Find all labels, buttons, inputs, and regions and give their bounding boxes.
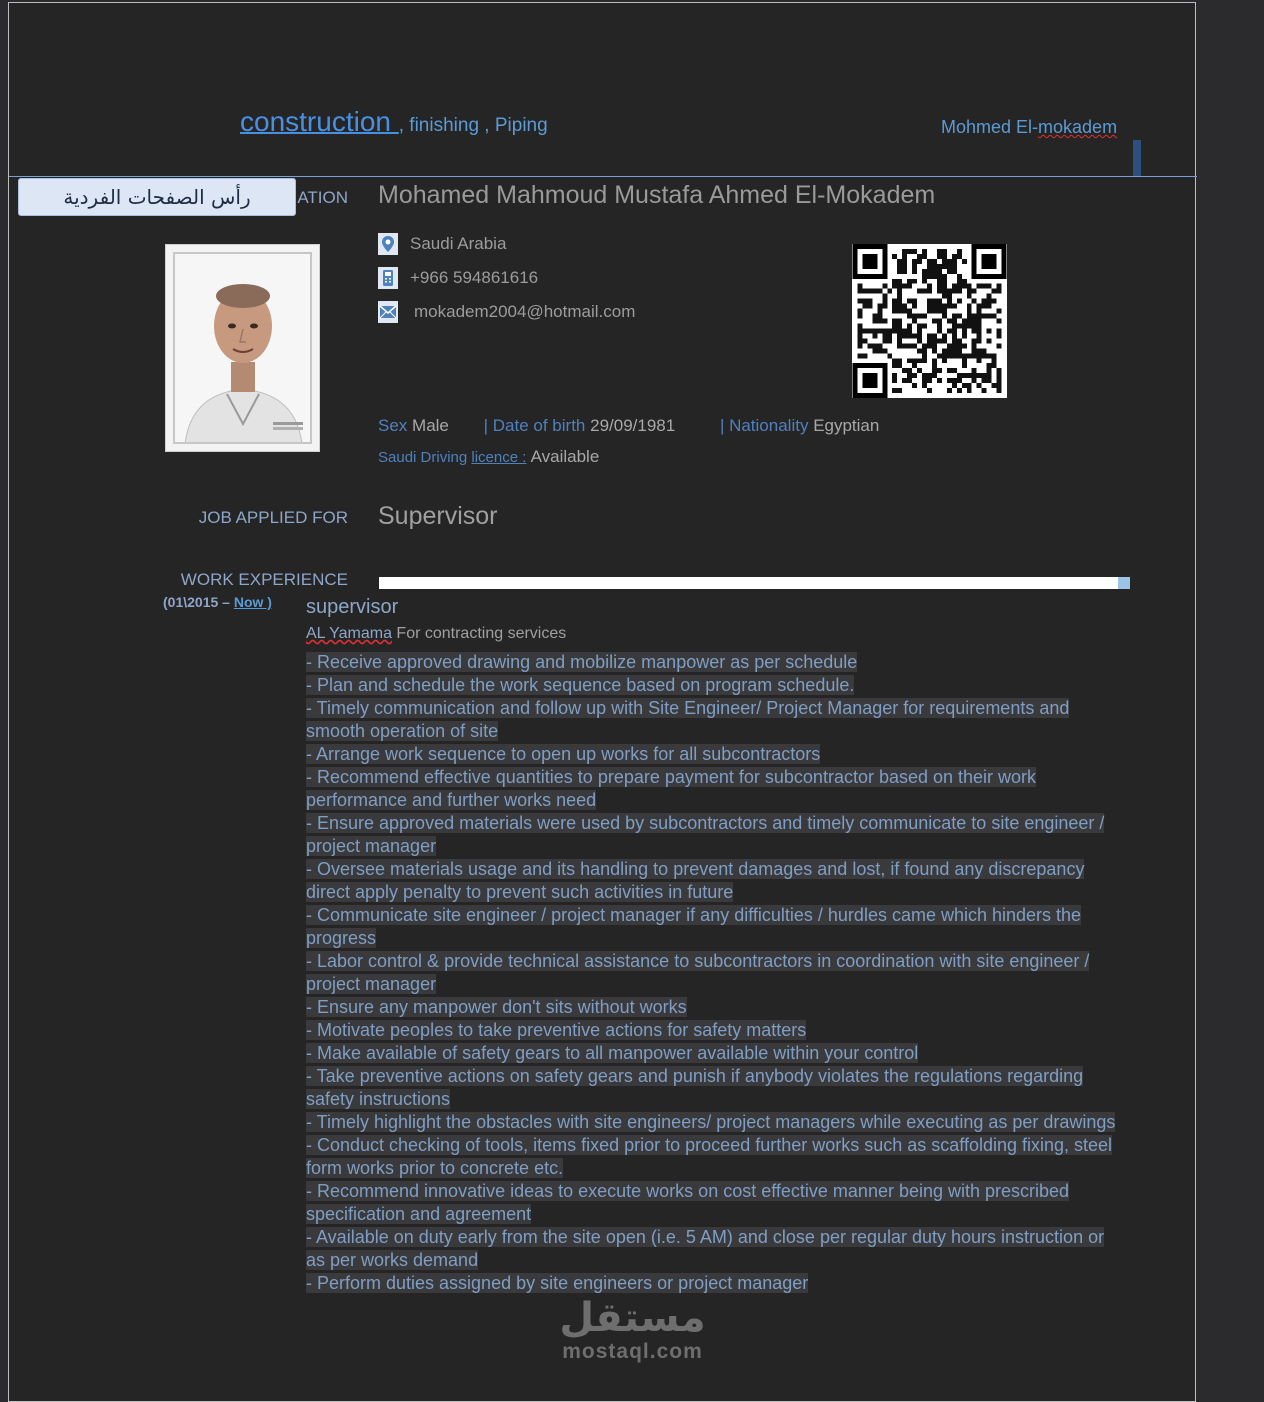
duty-item: - Oversee materials usage and its handling to prevent damages and lost, if found any discrepancy direct apply penalty to prevent such activities in future: [306, 859, 1085, 902]
header-divider: [9, 176, 1197, 177]
watermark-arabic: مستقل: [559, 1295, 706, 1341]
licence-label: Saudi Driving: [378, 449, 468, 466]
phone-icon: [378, 267, 398, 289]
watermark-domain: mostaql.com: [562, 1340, 703, 1363]
header-author: [941, 117, 1117, 138]
experience-company: [306, 625, 566, 643]
duties-list: [306, 651, 1116, 1295]
duty-item: - Ensure approved materials were used by subcontractors and timely communicate to site engineer / project manager: [306, 813, 1105, 856]
duty-item: - Motivate peoples to take preventive actions for safety matters: [306, 1020, 807, 1040]
qr-code-icon: [852, 244, 1007, 398]
duty-item: - Plan and schedule the work sequence based on program schedule.: [306, 675, 855, 695]
duty-item: - Available on duty early from the site open (i.e. 5 AM) and close per regular duty hours instruction or as per works demand: [306, 1227, 1105, 1270]
duty-item: - Ensure any manpower don't sits without works: [306, 997, 687, 1017]
profile-photo: [165, 244, 320, 452]
experience-dates: [163, 594, 272, 610]
job-applied-value: Supervisor: [378, 502, 498, 530]
licence-value: Available: [530, 447, 600, 466]
company-name: AL Yamama: [306, 625, 392, 642]
header-author-last: mokadem: [1038, 117, 1118, 137]
nationality-label: | Nationality: [719, 416, 809, 435]
date-end: Now ): [233, 594, 272, 610]
duty-item: - Labor control & provide technical assistance to subcontractors in coordination with site engineer / project manager: [306, 951, 1090, 994]
qr-code: [852, 244, 1007, 398]
header-accent-bar: [1133, 140, 1141, 176]
header-author-first: Mohmed El-: [941, 117, 1039, 137]
sex-label: Sex: [378, 416, 408, 435]
date-start: (01\2015 –: [163, 594, 234, 610]
licence-word: licence :: [471, 449, 527, 466]
duty-item: - Recommend innovative ideas to execute works on cost effective manner being with prescribed specification and agreement: [306, 1181, 1070, 1224]
duty-item: - Arrange work sequence to open up works for all subcontractors: [306, 744, 821, 764]
duty-item: - Conduct checking of tools, items fixed prior to proceed further works such as scaffolding fixing, steel form works prior to concrete etc.: [306, 1135, 1113, 1178]
dob-value: 29/09/1981: [590, 416, 676, 435]
duty-item: - Communicate site engineer / project manager if any difficulties / hurdles came which hinders the progress: [306, 905, 1082, 948]
duty-item: - Perform duties assigned by site engineers or project manager: [306, 1273, 809, 1293]
email-link[interactable]: mokadem2004@hotmail.com: [414, 302, 636, 321]
section-divider-accent: [1118, 577, 1130, 589]
header-title: [240, 106, 548, 138]
personal-info-label: ATION: [297, 188, 348, 207]
job-applied-label: JOB APPLIED FOR: [198, 508, 348, 527]
work-experience-label: WORK EXPERIENCE: [180, 570, 348, 589]
duty-item: - Timely communication and follow up with Site Engineer/ Project Manager for requirements and smooth operation of site: [306, 698, 1070, 741]
licence-row: [378, 447, 599, 467]
header-specialties: , finishing , Piping: [398, 115, 548, 136]
contact-phone: [378, 267, 538, 289]
full-name: Mohamed Mahmoud Mustafa Ahmed El-Mokadem: [378, 181, 936, 209]
dob-label: | Date of birth: [483, 416, 586, 435]
duty-item: - Timely highlight the obstacles with site engineers/ project managers while executing as per drawings: [306, 1112, 1116, 1132]
company-description: For contracting services: [391, 625, 567, 642]
watermark: [540, 1296, 725, 1364]
header-tooltip: رأس الصفحات الفردية: [18, 178, 296, 216]
portrait-icon: [175, 254, 312, 444]
contact-email: [378, 301, 635, 323]
nationality-value: Egyptian: [813, 416, 880, 435]
section-divider-bar: [379, 577, 1130, 589]
header-construction-link[interactable]: construction: [240, 106, 399, 137]
experience-role: supervisor: [306, 596, 399, 618]
duty-item: - Make available of safety gears to all manpower available within your control: [306, 1043, 919, 1063]
location-text: Saudi Arabia: [410, 234, 507, 253]
duty-item: - Receive approved drawing and mobilize manpower as per schedule: [306, 652, 858, 672]
personal-details-row: [378, 416, 879, 436]
email-icon: [378, 301, 398, 323]
location-pin-icon: [378, 233, 398, 255]
phone-text: +966 594861616: [410, 268, 539, 287]
sex-value: Male: [412, 416, 449, 435]
duty-item: - Take preventive actions on safety gears and punish if anybody violates the regulations regarding safety instructions: [306, 1066, 1084, 1109]
contact-location: [378, 233, 506, 255]
duty-item: - Recommend effective quantities to prepare payment for subcontractor based on their work performance and further works need: [306, 767, 1037, 810]
